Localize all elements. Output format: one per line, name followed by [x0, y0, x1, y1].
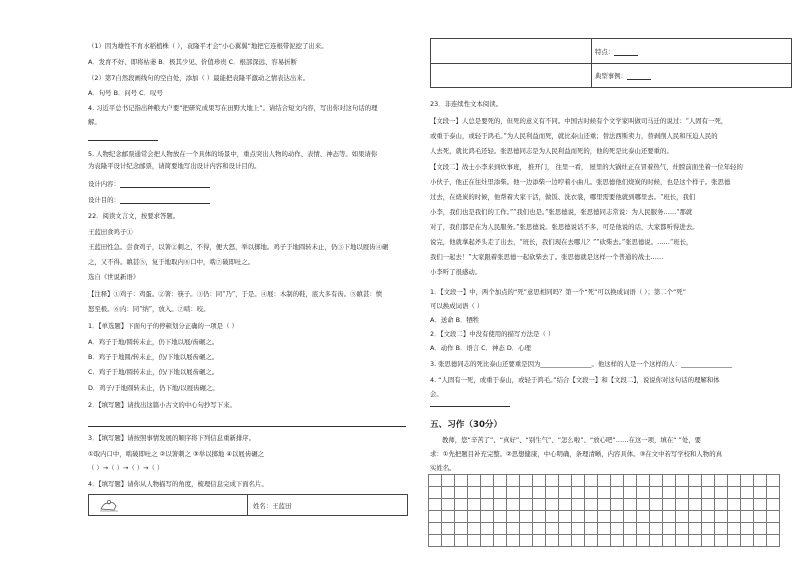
grid-cell[interactable]: [572, 511, 585, 523]
grid-cell[interactable]: [455, 511, 468, 523]
grid-cell[interactable]: [702, 535, 715, 547]
grid-cell[interactable]: [481, 487, 494, 499]
grid-cell[interactable]: [637, 499, 650, 511]
grid-cell[interactable]: [507, 511, 520, 523]
grid-cell[interactable]: [611, 487, 624, 499]
grid-cell[interactable]: [728, 499, 741, 511]
section-writing-title: 五、习作（30分）: [430, 420, 503, 430]
q3-2-stem: （2）第7自然段画线句的空白处，添加（ ）最能把袁隆平激动之情表达出来。: [88, 74, 310, 82]
grid-cell[interactable]: [494, 523, 507, 535]
grid-cell[interactable]: [741, 523, 754, 535]
grid-cell[interactable]: [585, 535, 598, 547]
option-c[interactable]: C．鸡子于地/圆转未止，仍/下地以屐齿碾之。: [88, 368, 219, 376]
grid-cell[interactable]: [767, 535, 780, 547]
answer-line[interactable]: [88, 426, 406, 427]
grid-cell[interactable]: [715, 475, 728, 487]
grid-cell[interactable]: [715, 499, 728, 511]
grid-cell[interactable]: [741, 475, 754, 487]
essay-prompt-3: 实姓名。: [430, 464, 456, 472]
grid-cell[interactable]: [754, 487, 767, 499]
grid-cell[interactable]: [624, 511, 637, 523]
grid-cell[interactable]: [676, 475, 689, 487]
grid-cell[interactable]: [676, 499, 689, 511]
grid-cell[interactable]: [520, 499, 533, 511]
grid-cell[interactable]: [624, 535, 637, 547]
q23-2-options[interactable]: A．动作 B．语言 C．神态 D．心理: [430, 344, 531, 352]
grid-cell[interactable]: [767, 499, 780, 511]
grid-cell[interactable]: [559, 535, 572, 547]
option-d[interactable]: D．鸡子/于地圆转未止，仍下地/以屐齿碾之。: [88, 384, 219, 392]
grid-cell[interactable]: [728, 475, 741, 487]
grid-cell[interactable]: [715, 523, 728, 535]
q22-4-stem: 4．【填写题】请你从人物描写的角度，梳理信息完成下面名片。: [88, 480, 268, 488]
grid-cell[interactable]: [624, 487, 637, 499]
grid-cell[interactable]: [507, 499, 520, 511]
grid-cell[interactable]: [468, 511, 481, 523]
grid-cell[interactable]: [442, 511, 455, 523]
grid-cell[interactable]: [689, 487, 702, 499]
design-content-label: 设计内容：: [88, 180, 210, 188]
grid-cell[interactable]: [507, 487, 520, 499]
grid-cell[interactable]: [533, 523, 546, 535]
grid-cell[interactable]: [702, 499, 715, 511]
option-a[interactable]: A．鸡子于地/圆转未止，仍下地以屐/齿碾之。: [88, 338, 219, 346]
design-purpose-label: 设计目的：: [88, 196, 210, 204]
grid-cell[interactable]: [494, 535, 507, 547]
grid-cell[interactable]: [728, 487, 741, 499]
q22-3-stem: 3．【填写题】请按照事情发展的顺序将下列信息重新排序。: [88, 434, 256, 442]
q3-1-stem: （1）因为雄性不育水稻植株（ ），袁隆平才会“小心翼翼”地把它连根带泥挖了出来。: [88, 42, 328, 50]
q23-1-stem-cont: 可以换成词语（ ）: [430, 302, 484, 310]
grid-cell[interactable]: [741, 535, 754, 547]
grid-cell[interactable]: [637, 475, 650, 487]
q22-3-blanks[interactable]: （ ）→（ ）→（ ）→（ ）: [88, 464, 164, 472]
grid-cell[interactable]: [429, 535, 442, 547]
grid-cell[interactable]: [455, 475, 468, 487]
grid-cell[interactable]: [611, 535, 624, 547]
grid-cell[interactable]: [585, 499, 598, 511]
grid-cell[interactable]: [494, 475, 507, 487]
grid-cell[interactable]: [572, 523, 585, 535]
grid-cell[interactable]: [429, 499, 442, 511]
grid-cell[interactable]: [481, 499, 494, 511]
grid-cell[interactable]: [741, 511, 754, 523]
grid-cell[interactable]: [598, 475, 611, 487]
q22-heading: 22．阅读文言文，按要求答题。: [88, 212, 180, 220]
grid-cell[interactable]: [611, 523, 624, 535]
grid-cell[interactable]: [663, 523, 676, 535]
q4-stem: 4. 习近平总书记指出种粮大户要“把研究成果写在田野大地上”。请结合短文内容，写出你对这句话的理: [88, 104, 378, 112]
grid-cell[interactable]: [663, 535, 676, 547]
grid-cell[interactable]: [585, 487, 598, 499]
grid-cell[interactable]: [455, 499, 468, 511]
grid-cell[interactable]: [637, 487, 650, 499]
grid-cell[interactable]: [533, 511, 546, 523]
example-field[interactable]: 典型事例：: [595, 71, 651, 80]
grid-cell[interactable]: [520, 511, 533, 523]
passage2-line: 对了，我们都是在为人民服务。”张思德说。张思德说话不多，可是他说的话，大家都听得进去。: [430, 223, 699, 231]
grid-cell[interactable]: [650, 499, 663, 511]
grid-cell[interactable]: [702, 487, 715, 499]
grid-cell[interactable]: [533, 487, 546, 499]
grid-cell[interactable]: [624, 475, 637, 487]
grid-cell[interactable]: [715, 535, 728, 547]
grid-cell[interactable]: [663, 487, 676, 499]
figure-sketch-icon: [99, 498, 119, 512]
passage2-line: 我们一起去！”大家跟着张思德一起砍柴去了。张思德就是这样一个普通的战士……: [430, 253, 664, 261]
grid-cell[interactable]: [689, 535, 702, 547]
classical-title: 王蓝田食鸡子①: [88, 228, 133, 236]
grid-cell[interactable]: [520, 523, 533, 535]
grid-cell[interactable]: [559, 487, 572, 499]
grid-cell[interactable]: [585, 475, 598, 487]
grid-cell[interactable]: [689, 499, 702, 511]
grid-cell[interactable]: [728, 511, 741, 523]
grid-cell[interactable]: [572, 475, 585, 487]
grid-cell[interactable]: [533, 499, 546, 511]
feature-field[interactable]: 特点：: [595, 47, 638, 56]
passage2-line: 【文段二】战士小李来到炊事班， 推开门， 往里一看， 屋里的大锅灶正在冒着热气，灶膛前面坐着一位年轻的: [430, 163, 743, 171]
q23-4-stem: 4. “人固有一死，或重于泰山，或轻于鸿毛。”结合【文段一】和【文段二】，说说你对这句话的理解和体: [430, 376, 720, 384]
grid-cell[interactable]: [767, 511, 780, 523]
grid-cell[interactable]: [429, 487, 442, 499]
grid-cell[interactable]: [689, 511, 702, 523]
grid-cell[interactable]: [598, 511, 611, 523]
grid-cell[interactable]: [546, 511, 559, 523]
grid-cell[interactable]: [481, 511, 494, 523]
grid-cell[interactable]: [546, 499, 559, 511]
q23-1-stem: 1．【文段一】中，两个加点的“死”意思相同吗？第一个“死”可以换成词语（ ）；第二个“死”: [430, 288, 687, 296]
design-content-blank[interactable]: [120, 180, 210, 188]
writing-grid[interactable]: [428, 474, 780, 547]
grid-cell[interactable]: [442, 487, 455, 499]
grid-cell[interactable]: [624, 523, 637, 535]
grid-cell[interactable]: [481, 535, 494, 547]
grid-cell[interactable]: [767, 475, 780, 487]
grid-cell[interactable]: [429, 523, 442, 535]
grid-cell[interactable]: [676, 487, 689, 499]
grid-cell[interactable]: [442, 535, 455, 547]
grid-cell[interactable]: [650, 475, 663, 487]
q23-4-stem-cont: 会。: [430, 390, 443, 398]
grid-cell[interactable]: [676, 523, 689, 535]
grid-cell[interactable]: [468, 535, 481, 547]
grid-cell[interactable]: [585, 523, 598, 535]
q23-2-stem: 2．【文段二】中没有使用的描写方法是（ ）: [430, 330, 555, 338]
passage1-line: 或重于泰山，或轻于鸿毛。”为人民利益而死，就比泰山还重；替法西斯卖力，替剥削人民和压迫人民的: [430, 132, 718, 140]
grid-cell[interactable]: [468, 523, 481, 535]
grid-cell[interactable]: [468, 475, 481, 487]
grid-cell[interactable]: [637, 511, 650, 523]
classical-text-1: 王蓝田性急。尝食鸡子，以箸②刺之，不得，便大怒，举以掷地。鸡子于地圆转未止，仍③下地以屐齿④碾: [88, 243, 389, 251]
grid-cell[interactable]: [442, 523, 455, 535]
grid-cell[interactable]: [728, 523, 741, 535]
grid-cell[interactable]: [442, 475, 455, 487]
q3-1-options: A．发育不好、即将枯萎 B．极其少见、价值珍贵 C．根部深远、容易折断: [88, 58, 297, 66]
grid-cell[interactable]: [481, 475, 494, 487]
grid-cell[interactable]: [767, 523, 780, 535]
notes-1: 【注释】①鸡子：鸡蛋。②箸：筷子。③仍：同“乃”，于是。④屐：木制的鞋，底大多有齿。⑤瞋甚：愤: [88, 290, 383, 298]
grid-cell[interactable]: [715, 511, 728, 523]
grid-cell[interactable]: [754, 511, 767, 523]
grid-cell[interactable]: [468, 487, 481, 499]
passage2-line: 小李听了很感动。: [430, 268, 482, 276]
grid-cell[interactable]: [650, 523, 663, 535]
grid-cell[interactable]: [572, 499, 585, 511]
grid-cell[interactable]: [598, 523, 611, 535]
character-card: [88, 494, 408, 516]
grid-cell[interactable]: [559, 499, 572, 511]
grid-cell[interactable]: [520, 475, 533, 487]
q22-3-items: ①取内口中，啮破即吐之 ②以箸刺之 ③举以掷地 ④以屐齿碾之: [88, 450, 264, 458]
grid-cell[interactable]: [598, 487, 611, 499]
notes-2: 怒至极。⑥内：同“纳”，放入。⑦啮：咬。: [88, 305, 210, 313]
card-name: 姓名：王蓝田: [253, 502, 292, 510]
grid-cell[interactable]: [455, 523, 468, 535]
grid-cell[interactable]: [598, 535, 611, 547]
grid-cell[interactable]: [637, 523, 650, 535]
q4-stem-cont: 解。: [88, 118, 101, 126]
passage2-line: 小伙子，他正在往灶里添柴。他一边添柴一边哼着小曲儿。张思德他们烧炭的时候，也是这个样子。张思德: [430, 178, 731, 186]
grid-cell[interactable]: [546, 535, 559, 547]
grid-cell[interactable]: [507, 475, 520, 487]
classical-text-2: 之，又不得。瞋甚⑤，复于地取内⑥口中，啮⑦破即吐之。: [88, 258, 255, 266]
grid-cell[interactable]: [494, 487, 507, 499]
grid-cell[interactable]: [559, 475, 572, 487]
grid-cell[interactable]: [624, 499, 637, 511]
grid-cell[interactable]: [754, 535, 767, 547]
grid-cell[interactable]: [507, 523, 520, 535]
grid-cell[interactable]: [663, 499, 676, 511]
grid-cell[interactable]: [572, 487, 585, 499]
option-b[interactable]: B．鸡子于地圆/转未止，仍/下地以屐齿碾之。: [88, 353, 219, 361]
grid-cell[interactable]: [455, 487, 468, 499]
q23-1-options: A．送命 B．牺牲: [430, 316, 480, 324]
grid-cell[interactable]: [650, 487, 663, 499]
grid-cell[interactable]: [702, 511, 715, 523]
grid-cell[interactable]: [533, 475, 546, 487]
passage2-line: 过去，在烧炭的时候，他帮着大家干活，做饭、洗衣裳，哪里需要他就到哪里去。“班长，我们: [430, 193, 696, 201]
grid-cell[interactable]: [611, 511, 624, 523]
grid-cell[interactable]: [754, 475, 767, 487]
q5-stem: 5. 人物纪念邮票通常会把人物放在一个具体的场景中，重点突出人物的动作、表情、神态等。如果请你: [88, 150, 378, 158]
grid-cell[interactable]: [728, 535, 741, 547]
grid-cell[interactable]: [481, 523, 494, 535]
grid-cell[interactable]: [702, 523, 715, 535]
grid-cell[interactable]: [559, 511, 572, 523]
answer-line[interactable]: [430, 406, 510, 407]
grid-cell[interactable]: [533, 535, 546, 547]
grid-cell[interactable]: [455, 535, 468, 547]
grid-cell[interactable]: [650, 511, 663, 523]
grid-cell[interactable]: [585, 511, 598, 523]
grid-cell[interactable]: [546, 475, 559, 487]
essay-prompt-2: 求：①先把题目补充完整。②思想健康，中心明确，条理清晰，内容具体。③在文中若写学校和人物的真: [430, 450, 722, 458]
grid-cell[interactable]: [741, 499, 754, 511]
grid-cell[interactable]: [676, 511, 689, 523]
grid-cell[interactable]: [468, 499, 481, 511]
grid-cell[interactable]: [520, 535, 533, 547]
grid-cell[interactable]: [754, 499, 767, 511]
passage2-line: 小李，我们也是我们的工作。”“我们也是。”张思德说，张思德同志常说：为人民服务……“那就: [430, 208, 693, 216]
grid-cell[interactable]: [663, 511, 676, 523]
grid-cell[interactable]: [559, 523, 572, 535]
q3-2-options: A．句号 B．问号 C．叹号: [88, 89, 163, 97]
q23-3-stem: 3. 张思德同志的死比泰山还要重是因为________________。他这样的人是一个这样的人：________________: [430, 360, 733, 368]
grid-cell[interactable]: [676, 535, 689, 547]
grid-cell[interactable]: [637, 535, 650, 547]
passage2-line: 说完，他就拿起斧头走了出去，“班长，我们现在去哪儿？”“砍柴去。”张思德说。……“班长，: [430, 238, 693, 246]
grid-cell[interactable]: [702, 475, 715, 487]
grid-cell[interactable]: [598, 499, 611, 511]
passage1-line: 【文段一】人总是要死的，但死的意义有不同。中国古时候有个文学家叫做司马迁的说过：“人固有一死，: [430, 117, 728, 125]
grid-cell[interactable]: [442, 499, 455, 511]
design-purpose-blank[interactable]: [120, 196, 210, 204]
grid-cell[interactable]: [546, 523, 559, 535]
grid-cell[interactable]: [689, 475, 702, 487]
grid-cell[interactable]: [715, 487, 728, 499]
passage1-line: 人去死，就比鸿毛还轻。张思德同志是为人民利益而死的，他的死是比泰山还要重的。: [430, 147, 673, 155]
q22-2-stem: 2．【填写题】请找出这篇小古文的中心句抄写下来。: [88, 401, 236, 409]
grid-cell[interactable]: [741, 487, 754, 499]
grid-cell[interactable]: [494, 511, 507, 523]
grid-cell[interactable]: [546, 487, 559, 499]
feature-table: [430, 38, 792, 88]
grid-cell[interactable]: [507, 535, 520, 547]
grid-cell[interactable]: [650, 535, 663, 547]
grid-cell[interactable]: [663, 475, 676, 487]
grid-cell[interactable]: [754, 523, 767, 535]
grid-cell[interactable]: [572, 535, 585, 547]
grid-cell[interactable]: [611, 499, 624, 511]
q23-heading: 23．非连续性文本阅读。: [430, 100, 503, 108]
grid-cell[interactable]: [520, 487, 533, 499]
grid-cell[interactable]: [429, 511, 442, 523]
grid-cell[interactable]: [611, 475, 624, 487]
essay-prompt-1: 教师，您“辛苦了”、“真好”、“别生气”、“怎么啦”、“放心吧”……在这一项，填在“ ”处，要: [442, 436, 702, 444]
q5-stem-cont: 为袁隆平设计纪念邮票，请简要地写出设计内容和设计目的。: [88, 162, 261, 170]
grid-cell[interactable]: [429, 475, 442, 487]
answer-line[interactable]: [88, 140, 158, 141]
classical-source: 选自《世说新语》: [88, 273, 140, 281]
q22-1-stem: 1．【单选题】下面句子的停顿划分正确的一项是（ ）: [88, 322, 238, 330]
grid-cell[interactable]: [767, 487, 780, 499]
grid-cell[interactable]: [689, 523, 702, 535]
grid-cell[interactable]: [494, 499, 507, 511]
